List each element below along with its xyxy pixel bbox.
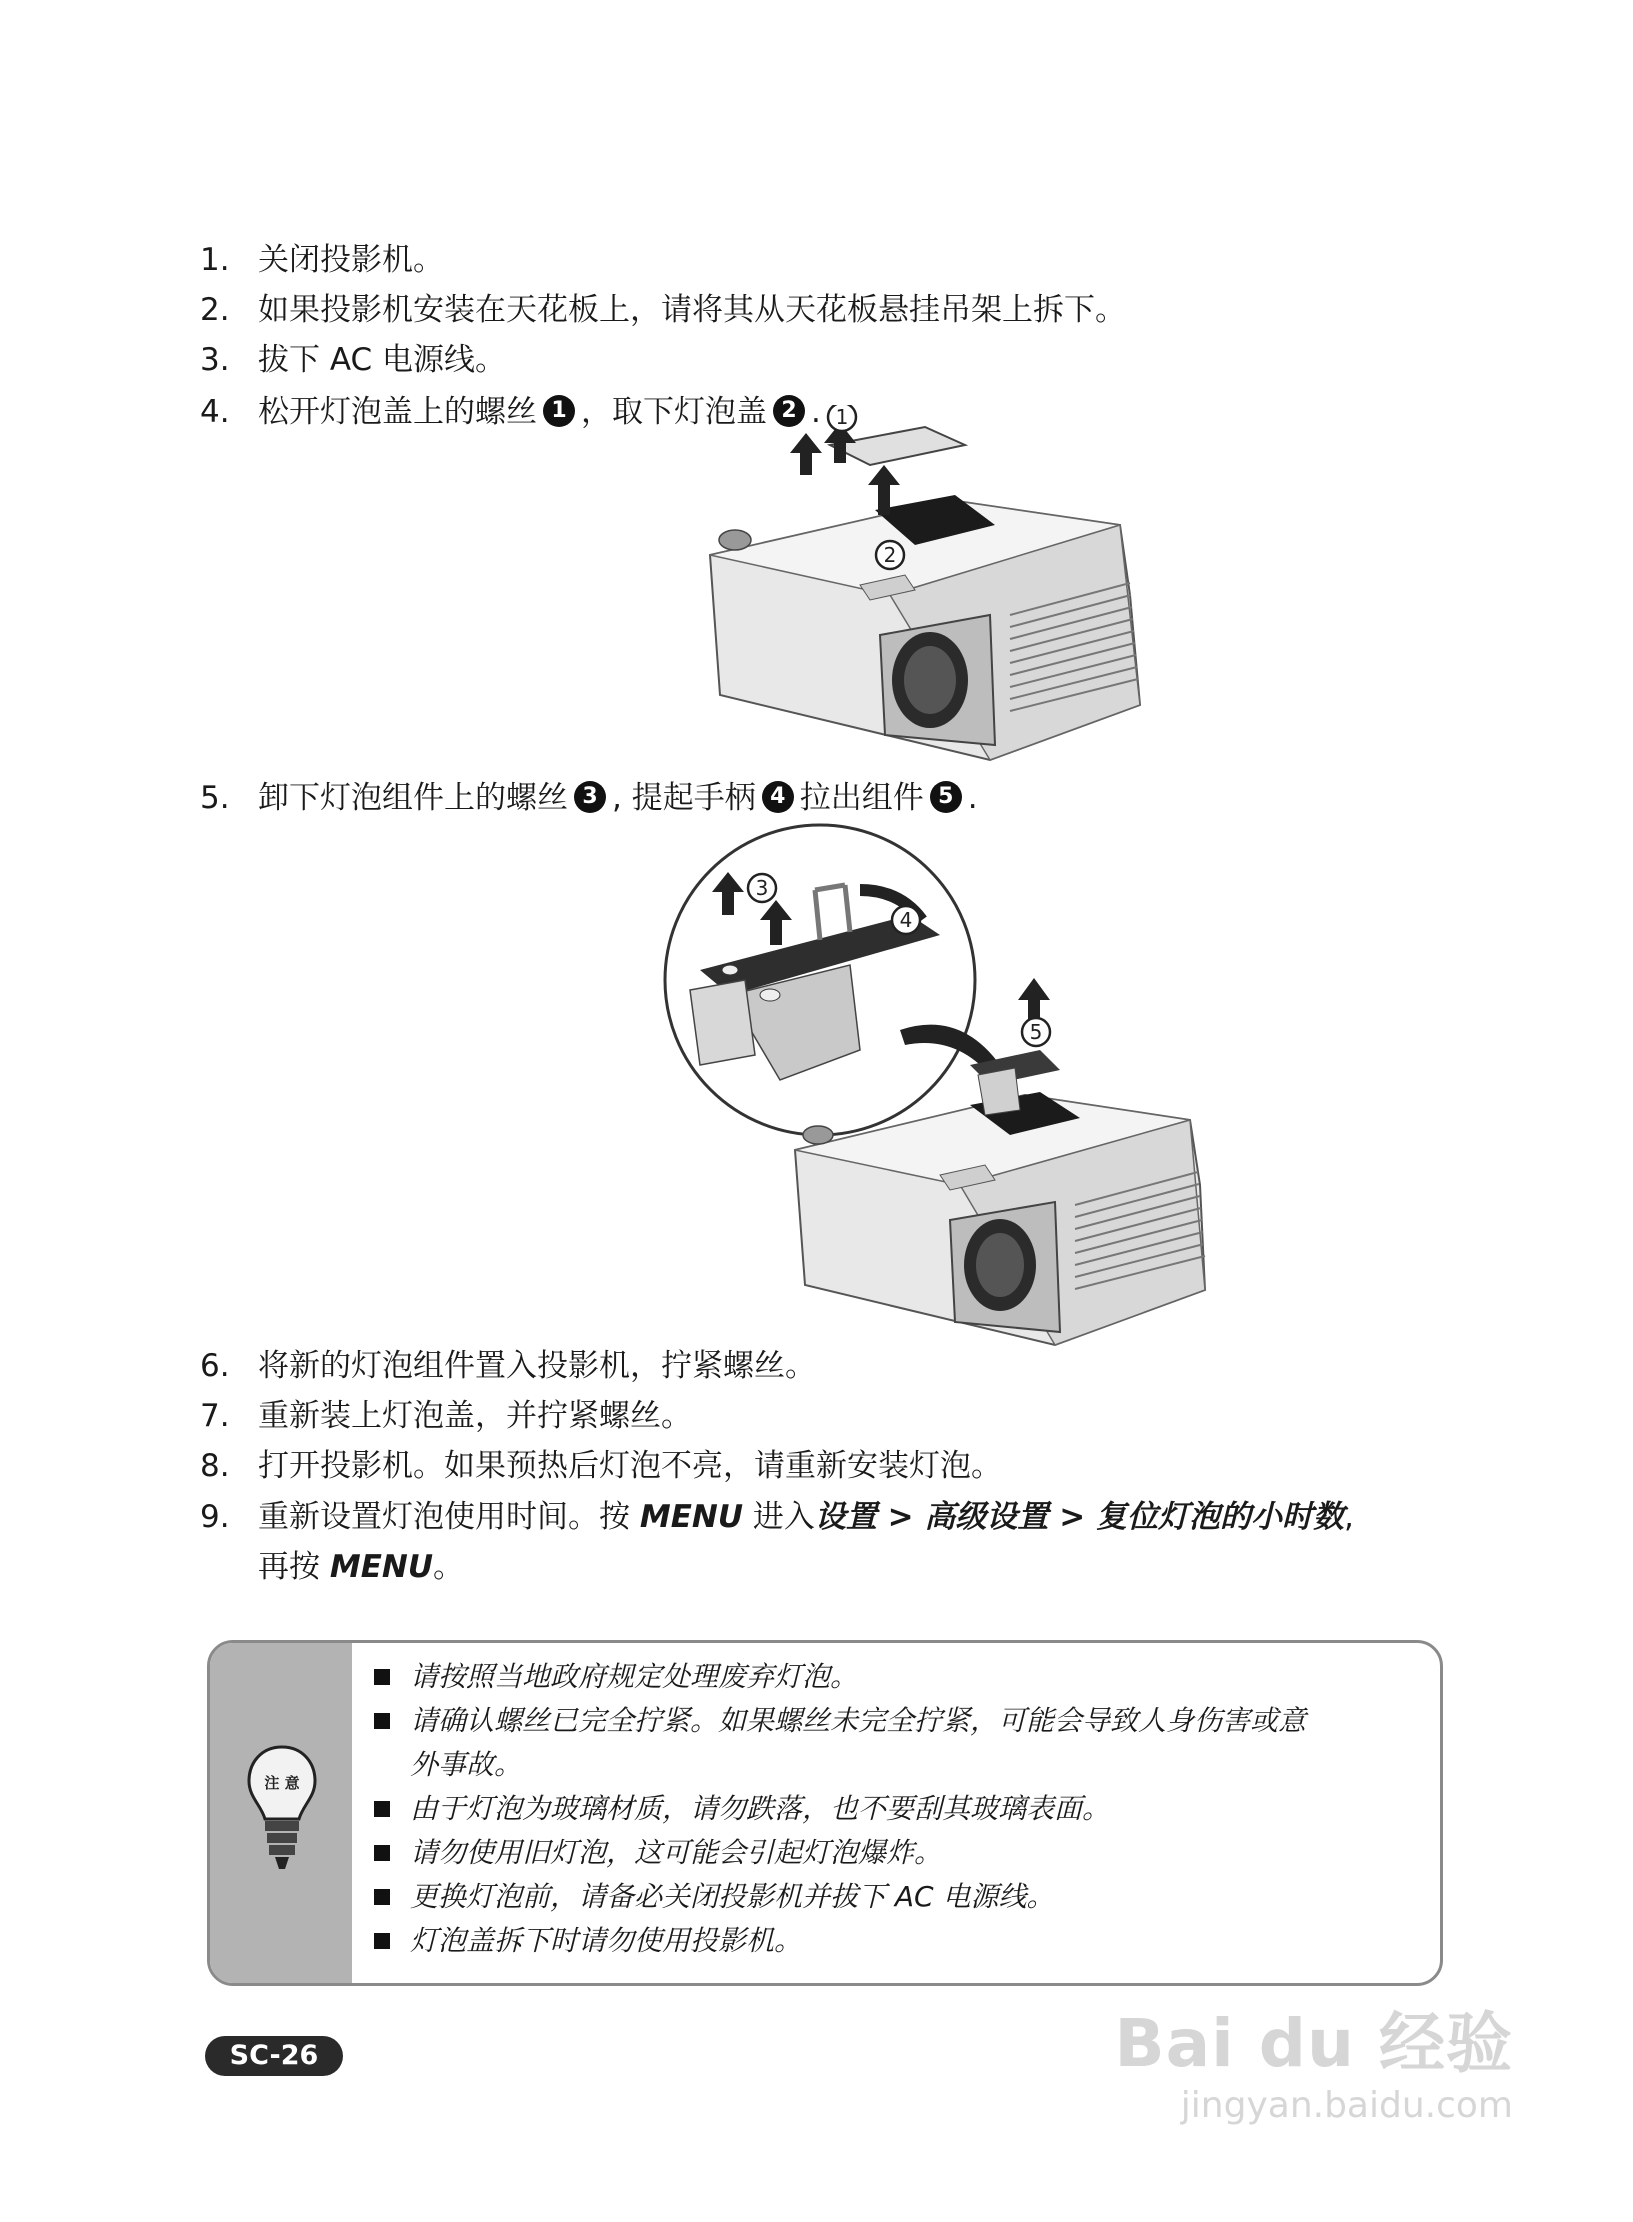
step-6: 6. 将新的灯泡组件置入投影机，拧紧螺丝。 [200, 1348, 816, 1384]
figure2-label-3: 3 [755, 876, 769, 900]
callout-3: 3 [574, 781, 606, 813]
callout-4: 4 [762, 781, 794, 813]
menu-key: MENU [639, 1499, 744, 1535]
watermark-brand: Bai du 经验 [1114, 2005, 1513, 2082]
figure-lamp-module-removal [660, 820, 1220, 1350]
note-box [207, 1640, 1443, 1986]
menu-key: MENU [329, 1549, 434, 1585]
step-7: 7. 重新装上灯泡盖，并拧紧螺丝。 [200, 1398, 692, 1434]
step-8: 8. 打开投影机。如果预热后灯泡不亮，请重新安装灯泡。 [200, 1448, 1002, 1484]
step-4: 4. 松开灯泡盖上的螺丝 1 ，取下灯泡盖 2 . [200, 394, 821, 430]
step-9-continuation: 再按 MENU。 [258, 1549, 465, 1585]
figure2-label-4: 4 [899, 908, 913, 932]
note-item: 由于灯泡为玻璃材质，请勿跌落，也不要刮其玻璃表面。 [370, 1787, 1410, 1831]
projector-illustration [710, 495, 1140, 760]
step-5: 5. 卸下灯泡组件上的螺丝 3 , 提起手柄 4 拉出组件 5 . [200, 780, 978, 816]
note-item: 请勿使用旧灯泡，这可能会引起灯泡爆炸。 [370, 1831, 1410, 1875]
note-item: 灯泡盖拆下时请勿使用投影机。 [370, 1919, 1410, 1963]
note-item: 请按照当地政府规定处理废弃灯泡。 [370, 1655, 1410, 1699]
note-item-continuation: 外事故。 [410, 1748, 523, 1781]
page-number-badge: SC-26 [205, 2036, 343, 2076]
watermark-url: jingyan.baidu.com [1180, 2085, 1513, 2126]
note-icon-label: 注 意 [264, 1774, 300, 1792]
figure1-label-2: 2 [883, 543, 897, 567]
step-9: 9. 重新设置灯泡使用时间。按 MENU 进入设置 > 高级设置 > 复位灯泡的小时数, [200, 1499, 1354, 1535]
figure2-label-5: 5 [1029, 1020, 1043, 1044]
note-sidebar [210, 1643, 352, 1983]
figure1-label-1: 1 [835, 405, 849, 429]
note-list [370, 1655, 1410, 1963]
menu-path: 设置 > 高级设置 > 复位灯泡的小时数 [814, 1499, 1344, 1535]
note-item: 请确认螺丝已完全拧紧。如果螺丝未完全拧紧，可能会导致人身伤害或意 [370, 1699, 1410, 1743]
callout-5: 5 [930, 781, 962, 813]
note-item: 更换灯泡前，请备必关闭投影机并拔下 AC 电源线。 [370, 1875, 1410, 1919]
step-2: 2. 如果投影机安装在天花板上，请将其从天花板悬挂吊架上拆下。 [200, 292, 1126, 328]
lamp-cover [830, 427, 965, 465]
step-3: 3. 拔下 AC 电源线。 [200, 342, 507, 378]
figure-lamp-cover-removal [690, 405, 1160, 770]
callout-2: 2 [773, 395, 805, 427]
step-1: 1. 关闭投影机。 [200, 242, 444, 278]
callout-1: 1 [543, 395, 575, 427]
lightbulb-icon [245, 1743, 319, 1873]
baidu-watermark [1114, 1990, 1513, 2126]
